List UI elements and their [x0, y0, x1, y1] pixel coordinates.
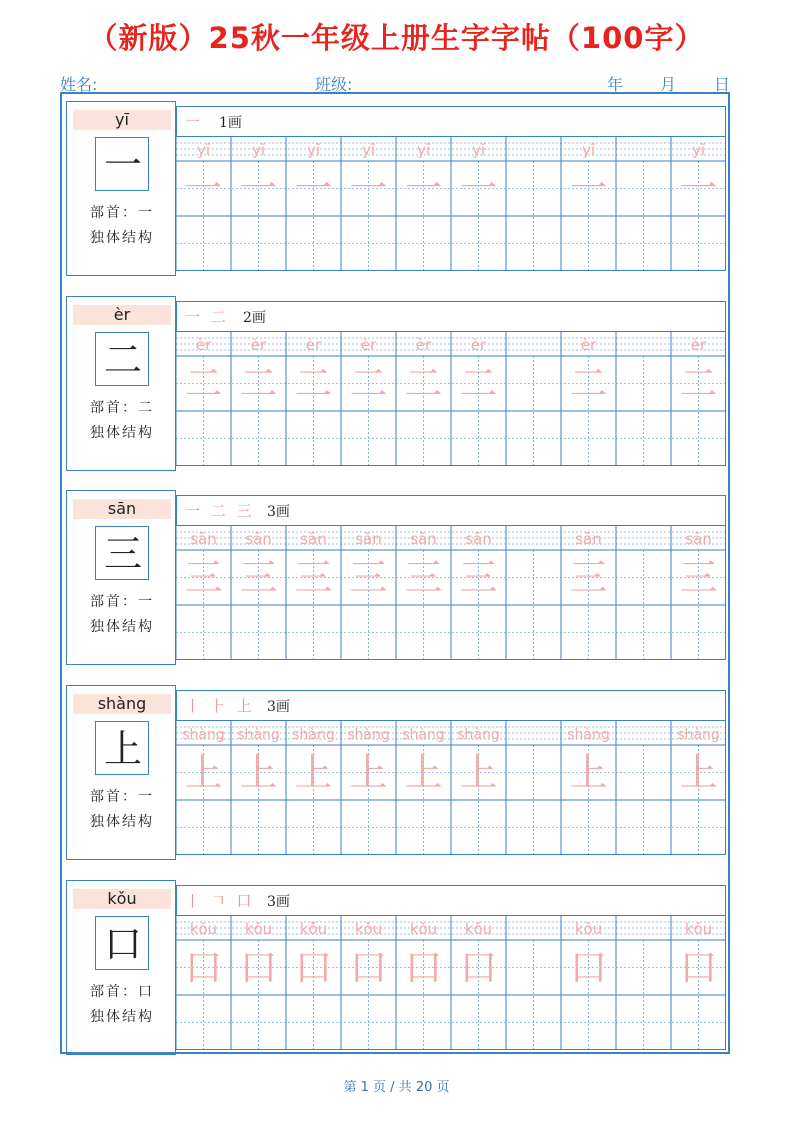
character-box	[95, 721, 149, 775]
pinyin-label: shàng	[73, 694, 171, 714]
main-character: 三	[103, 532, 142, 576]
trace-character: 一	[239, 166, 278, 211]
trace-pinyin: kǒu	[684, 920, 713, 938]
stroke-order-sequence: 一 二	[185, 308, 229, 326]
trace-character: 二	[404, 361, 443, 406]
trace-pinyin: èr	[415, 336, 432, 354]
trace-character: 口	[294, 945, 333, 990]
trace-pinyin: sān	[245, 530, 272, 548]
character-info-panel	[66, 880, 176, 1055]
trace-pinyin: kǒu	[464, 920, 493, 938]
trace-pinyin: èr	[470, 336, 487, 354]
trace-pinyin: kǒu	[409, 920, 438, 938]
stroke-order-bar	[176, 106, 726, 137]
trace-character: 上	[239, 750, 278, 795]
trace-character: 二	[459, 361, 498, 406]
trace-character: 上	[294, 750, 333, 795]
trace-character: 上	[184, 750, 223, 795]
day-label: 日	[714, 75, 731, 94]
trace-pinyin: shàng	[347, 727, 390, 743]
trace-pinyin: èr	[360, 336, 377, 354]
trace-character: 三	[569, 555, 608, 600]
month-label: 月	[660, 75, 677, 94]
trace-pinyin: yī	[196, 141, 211, 159]
stroke-count: 2画	[243, 310, 266, 326]
stroke-count: 1画	[219, 115, 242, 131]
stroke-count: 3画	[267, 699, 290, 715]
page-title: （新版）25秋一年级上册生字字帖（100字）	[88, 21, 705, 55]
character-block	[66, 685, 727, 860]
trace-pinyin: shàng	[237, 727, 280, 743]
trace-pinyin: shàng	[402, 727, 445, 743]
character-info-panel	[66, 101, 176, 276]
trace-pinyin: shàng	[182, 727, 225, 743]
trace-pinyin: èr	[250, 336, 267, 354]
trace-character: 三	[239, 555, 278, 600]
practice-grid	[176, 916, 726, 1050]
main-character: 口	[103, 922, 142, 966]
class-label: 班级:	[315, 75, 353, 94]
stroke-order-sequence: 一 二 三	[185, 502, 255, 520]
trace-character: 一	[184, 166, 223, 211]
character-block	[66, 490, 727, 665]
trace-pinyin: shàng	[292, 727, 335, 743]
trace-pinyin: yī	[471, 141, 486, 159]
character-box	[95, 526, 149, 580]
character-box	[95, 332, 149, 386]
trace-character: 一	[349, 166, 388, 211]
trace-pinyin: yī	[691, 141, 706, 159]
stroke-order-bar	[176, 885, 726, 916]
trace-character: 上	[569, 750, 608, 795]
year-label: 年	[607, 75, 624, 94]
trace-pinyin: yī	[581, 141, 596, 159]
trace-pinyin: shàng	[567, 727, 610, 743]
pinyin-label: èr	[73, 305, 171, 325]
trace-character: 三	[184, 555, 223, 600]
trace-pinyin: shàng	[457, 727, 500, 743]
trace-character: 上	[404, 750, 443, 795]
trace-pinyin: kǒu	[354, 920, 383, 938]
trace-character: 口	[679, 945, 718, 990]
practice-grid	[176, 137, 726, 271]
structure-label: 独体结构	[90, 1009, 154, 1025]
trace-pinyin: èr	[195, 336, 212, 354]
trace-character: 三	[404, 555, 443, 600]
trace-character: 一	[569, 166, 608, 211]
trace-character: 二	[569, 361, 608, 406]
character-box	[95, 916, 149, 970]
trace-pinyin: èr	[580, 336, 597, 354]
radical-label: 部首：一	[90, 205, 154, 221]
trace-character: 一	[459, 166, 498, 211]
radical-label: 部首：二	[90, 400, 154, 416]
trace-pinyin: sān	[575, 530, 602, 548]
radical-label: 部首：一	[90, 594, 154, 610]
structure-label: 独体结构	[90, 425, 154, 441]
stroke-count: 3画	[267, 504, 290, 520]
trace-character: 二	[679, 361, 718, 406]
pinyin-label: sān	[73, 499, 171, 519]
trace-character: 口	[349, 945, 388, 990]
trace-character: 口	[459, 945, 498, 990]
character-info-panel	[66, 296, 176, 471]
stroke-order-sequence: 丨 𠃍 口	[185, 892, 255, 910]
trace-character: 一	[679, 166, 718, 211]
trace-pinyin: yī	[416, 141, 431, 159]
character-block	[66, 880, 727, 1055]
trace-character: 上	[349, 750, 388, 795]
structure-label: 独体结构	[90, 619, 154, 635]
trace-character: 口	[404, 945, 443, 990]
structure-label: 独体结构	[90, 230, 154, 246]
radical-label: 部首：一	[90, 789, 154, 805]
character-info-panel	[66, 685, 176, 860]
trace-character: 二	[184, 361, 223, 406]
trace-character: 三	[679, 555, 718, 600]
trace-pinyin: sān	[410, 530, 437, 548]
pinyin-label: yī	[73, 110, 171, 130]
trace-pinyin: sān	[300, 530, 327, 548]
trace-pinyin: sān	[685, 530, 712, 548]
page-footer: 第 1 页 / 共 20 页	[343, 1080, 450, 1095]
trace-character: 口	[184, 945, 223, 990]
trace-character: 三	[459, 555, 498, 600]
trace-pinyin: èr	[690, 336, 707, 354]
trace-character: 二	[349, 361, 388, 406]
trace-character: 二	[239, 361, 278, 406]
trace-pinyin: yī	[361, 141, 376, 159]
character-block	[66, 296, 727, 471]
stroke-order-sequence: 一	[185, 113, 204, 131]
character-info-panel	[66, 490, 176, 665]
stroke-order-bar	[176, 495, 726, 526]
trace-character: 上	[679, 750, 718, 795]
trace-pinyin: sān	[190, 530, 217, 548]
main-character: 一	[103, 143, 142, 187]
practice-grid	[176, 332, 726, 466]
trace-pinyin: èr	[305, 336, 322, 354]
trace-pinyin: yī	[251, 141, 266, 159]
structure-label: 独体结构	[90, 814, 154, 830]
trace-character: 一	[404, 166, 443, 211]
stroke-order-bar	[176, 301, 726, 332]
trace-pinyin: shàng	[677, 727, 720, 743]
trace-pinyin: kǒu	[244, 920, 273, 938]
name-label: 姓名:	[60, 75, 98, 94]
trace-character: 二	[294, 361, 333, 406]
trace-character: 上	[459, 750, 498, 795]
trace-character: 三	[349, 555, 388, 600]
trace-character: 口	[569, 945, 608, 990]
trace-pinyin: kǒu	[189, 920, 218, 938]
main-character: 二	[103, 338, 142, 382]
trace-pinyin: sān	[355, 530, 382, 548]
radical-label: 部首：口	[90, 984, 154, 1000]
character-block	[66, 101, 727, 276]
stroke-order-sequence: 丨 ⺊ 上	[185, 697, 255, 715]
trace-pinyin: yī	[306, 141, 321, 159]
trace-character: 三	[294, 555, 333, 600]
trace-character: 口	[239, 945, 278, 990]
trace-character: 一	[294, 166, 333, 211]
practice-grid	[176, 721, 726, 855]
practice-grid	[176, 526, 726, 660]
trace-pinyin: sān	[465, 530, 492, 548]
main-character: 上	[103, 727, 142, 771]
character-box	[95, 137, 149, 191]
trace-pinyin: kǒu	[299, 920, 328, 938]
stroke-order-bar	[176, 690, 726, 721]
stroke-count: 3画	[267, 894, 290, 910]
trace-pinyin: kǒu	[574, 920, 603, 938]
pinyin-label: kǒu	[73, 889, 171, 909]
